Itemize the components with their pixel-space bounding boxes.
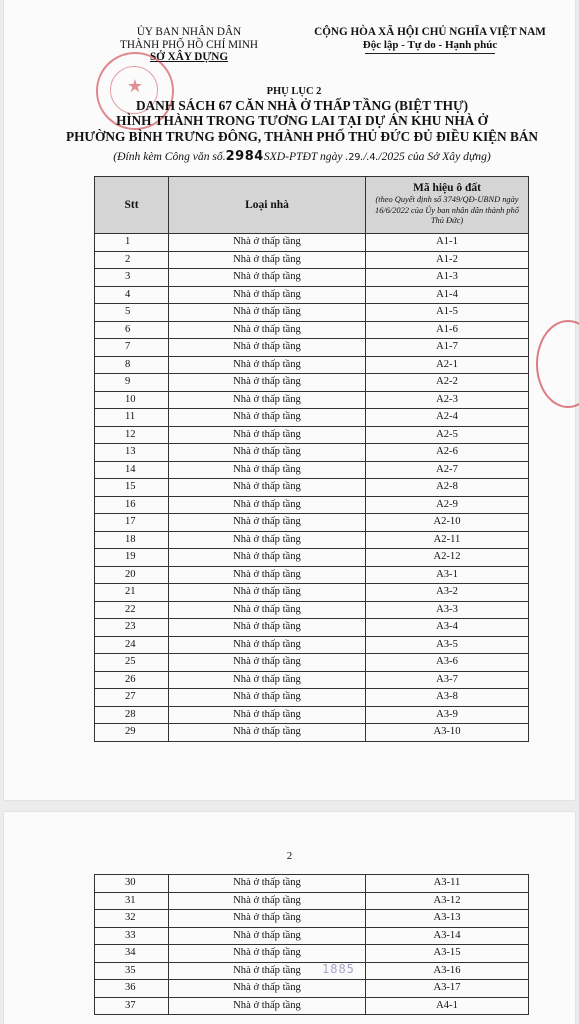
row-house-type: Nhà ở thấp tầng [169,584,366,602]
row-lot-code: A3-9 [366,706,529,724]
row-stt: 15 [95,479,169,497]
row-house-type: Nhà ở thấp tầng [169,962,366,980]
table-row [95,875,529,893]
row-house-type: Nhà ở thấp tầng [169,875,366,893]
row-house-type: Nhà ở thấp tầng [169,514,366,532]
row-stt: 24 [95,636,169,654]
row-lot-code: A1-6 [366,321,529,339]
row-stt: 16 [95,496,169,514]
row-stt: 23 [95,619,169,637]
row-lot-code: A3-10 [366,724,529,742]
table-row [95,671,529,689]
ref-prefix: (Đính kèm Công văn số. [113,150,226,163]
row-stt: 34 [95,945,169,963]
row-house-type: Nhà ở thấp tầng [169,619,366,637]
table-row [95,892,529,910]
row-stt: 8 [95,356,169,374]
row-lot-code: A3-14 [366,927,529,945]
row-stt: 27 [95,689,169,707]
national-header [292,26,568,54]
row-house-type: Nhà ở thấp tầng [169,374,366,392]
row-stt: 1 [95,234,169,252]
row-house-type: Nhà ở thấp tầng [169,671,366,689]
row-stt: 35 [95,962,169,980]
row-lot-code: A3-15 [366,945,529,963]
row-lot-code: A2-7 [366,461,529,479]
ref-day: 29 [348,152,361,163]
table-row [95,374,529,392]
ref-suffix: ./2025 của Sở Xây dựng) [375,150,491,163]
row-house-type: Nhà ở thấp tầng [169,286,366,304]
table-row [95,409,529,427]
row-house-type: Nhà ở thấp tầng [169,706,366,724]
document-title [62,98,542,144]
row-lot-code: A2-10 [366,514,529,532]
row-stt: 36 [95,980,169,998]
table-row [95,356,529,374]
table-row [95,304,529,322]
row-stt: 37 [95,997,169,1015]
table-row [95,531,529,549]
row-lot-code: A3-12 [366,892,529,910]
table-row [95,269,529,287]
row-lot-code: A2-9 [366,496,529,514]
row-stt: 12 [95,426,169,444]
table-row [95,496,529,514]
annex-label: PHỤ LỤC 2 [266,86,322,97]
agency-line-1: ỦY BAN NHÂN DÂN [136,26,242,38]
country-name: CỘNG HÒA XÃ HỘI CHỦ NGHĨA VIỆT NAM [314,26,546,38]
row-house-type: Nhà ở thấp tầng [169,496,366,514]
row-stt: 31 [95,892,169,910]
row-house-type: Nhà ở thấp tầng [169,910,366,928]
side-seal-stamp [536,320,579,408]
national-motto: Độc lập - Tự do - Hạnh phúc [362,39,498,51]
row-lot-code: A3-1 [366,566,529,584]
table-row [95,426,529,444]
row-house-type: Nhà ở thấp tầng [169,234,366,252]
row-stt: 19 [95,549,169,567]
table-row [95,566,529,584]
page-number: 2 [286,850,293,862]
row-stt: 9 [95,374,169,392]
row-house-type: Nhà ở thấp tầng [169,426,366,444]
ref-sep: ./. [360,150,370,163]
row-lot-code: A3-16 [366,962,529,980]
row-house-type: Nhà ở thấp tầng [169,479,366,497]
row-lot-code: A2-11 [366,531,529,549]
table-header-row [95,177,529,234]
row-lot-code: A2-8 [366,479,529,497]
table-row [95,601,529,619]
table-row [95,584,529,602]
row-lot-code: A1-3 [366,269,529,287]
col-stt-header: Stt [95,177,169,234]
row-house-type: Nhà ở thấp tầng [169,927,366,945]
row-house-type: Nhà ở thấp tầng [169,724,366,742]
row-lot-code: A3-3 [366,601,529,619]
table-row [95,724,529,742]
row-stt: 22 [95,601,169,619]
row-lot-code: A3-4 [366,619,529,637]
row-house-type: Nhà ở thấp tầng [169,636,366,654]
row-lot-code: A1-1 [366,234,529,252]
row-stt: 2 [95,251,169,269]
row-lot-code: A2-5 [366,426,529,444]
row-stt: 21 [95,584,169,602]
title-line-3: PHƯỜNG BÌNH TRƯNG ĐÔNG, THÀNH PHỐ THỦ ĐỨC ĐỦ ĐIỀU KIỆN BÁN [65,128,539,144]
table-row [95,962,529,980]
row-lot-code: A1-5 [366,304,529,322]
row-lot-code: A3-8 [366,689,529,707]
table-row [95,636,529,654]
row-lot-code: A3-13 [366,910,529,928]
row-lot-code: A2-12 [366,549,529,567]
col-type-header: Loại nhà [169,177,366,234]
document-page-1 [4,0,575,800]
row-stt: 26 [95,671,169,689]
table-row [95,286,529,304]
row-stt: 30 [95,875,169,893]
ref-number: 2984 [225,149,264,164]
row-house-type: Nhà ở thấp tầng [169,304,366,322]
row-house-type: Nhà ở thấp tầng [169,892,366,910]
row-lot-code: A1-2 [366,251,529,269]
row-house-type: Nhà ở thấp tầng [169,549,366,567]
row-stt: 14 [95,461,169,479]
house-list-table-continued [94,874,529,1015]
row-lot-code: A3-7 [366,671,529,689]
row-lot-code: A1-7 [366,339,529,357]
row-stt: 6 [95,321,169,339]
row-house-type: Nhà ở thấp tầng [169,980,366,998]
row-stt: 28 [95,706,169,724]
row-stt: 20 [95,566,169,584]
table-row [95,654,529,672]
table-row [95,444,529,462]
table-row [95,479,529,497]
table-row [95,321,529,339]
title-line-2: HÌNH THÀNH TRONG TƯƠNG LAI TẠI DỰ ÁN KHU NHÀ Ở [116,113,488,129]
table-row [95,910,529,928]
col-code-note: (theo Quyết định số 3749/QĐ-UBND ngày 16/6/2022 của Ủy ban nhân dân thành phố Thủ Đức) [375,195,519,226]
table-row [95,514,529,532]
row-house-type: Nhà ở thấp tầng [169,251,366,269]
row-stt: 7 [95,339,169,357]
row-stt: 29 [95,724,169,742]
row-lot-code: A2-3 [366,391,529,409]
row-lot-code: A3-11 [366,875,529,893]
row-house-type: Nhà ở thấp tầng [169,461,366,479]
row-stt: 33 [95,927,169,945]
row-house-type: Nhà ở thấp tầng [169,654,366,672]
row-house-type: Nhà ở thấp tầng [169,566,366,584]
document-page-2 [4,812,575,1024]
col-code-title: Mã hiệu ô đất [412,182,482,195]
row-lot-code: A2-6 [366,444,529,462]
table-row [95,461,529,479]
row-house-type: Nhà ở thấp tầng [169,269,366,287]
row-house-type: Nhà ở thấp tầng [169,997,366,1015]
table-body-page-1 [95,234,529,742]
row-lot-code: A3-2 [366,584,529,602]
table-row [95,980,529,998]
table-body-page-2 [95,875,529,1015]
row-stt: 4 [95,286,169,304]
table-row [95,549,529,567]
col-code-header [366,177,529,234]
faint-stamp-mark: 1885 [322,962,355,976]
row-stt: 5 [95,304,169,322]
table-row [95,706,529,724]
row-lot-code: A3-17 [366,980,529,998]
table-row [95,689,529,707]
row-lot-code: A3-5 [366,636,529,654]
row-stt: 3 [95,269,169,287]
table-row [95,234,529,252]
row-house-type: Nhà ở thấp tầng [169,444,366,462]
table-row [95,997,529,1015]
table-row [95,619,529,637]
row-house-type: Nhà ở thấp tầng [169,409,366,427]
row-stt: 18 [95,531,169,549]
row-house-type: Nhà ở thấp tầng [169,601,366,619]
row-house-type: Nhà ở thấp tầng [169,391,366,409]
row-house-type: Nhà ở thấp tầng [169,356,366,374]
row-house-type: Nhà ở thấp tầng [169,339,366,357]
table-row [95,339,529,357]
row-house-type: Nhà ở thấp tầng [169,531,366,549]
row-stt: 13 [95,444,169,462]
motto-underline [365,53,495,54]
row-lot-code: A2-2 [366,374,529,392]
row-lot-code: A1-4 [366,286,529,304]
row-house-type: Nhà ở thấp tầng [169,945,366,963]
attachment-reference [64,149,540,164]
issuing-agency [74,26,304,64]
row-lot-code: A3-6 [366,654,529,672]
house-list-table [94,176,529,742]
row-lot-code: A2-1 [366,356,529,374]
table-row [95,391,529,409]
row-stt: 10 [95,391,169,409]
agency-line-2: THÀNH PHỐ HỒ CHÍ MINH [120,38,258,51]
row-stt: 17 [95,514,169,532]
row-stt: 32 [95,910,169,928]
table-row [95,945,529,963]
title-line-1: DANH SÁCH 67 CĂN NHÀ Ở THẤP TẦNG (BIỆT THỰ) [135,98,469,113]
row-house-type: Nhà ở thấp tầng [169,321,366,339]
ref-month: 4 [369,152,376,163]
ref-middle: SXD-PTĐT ngày . [263,150,349,163]
row-stt: 11 [95,409,169,427]
table-row [95,927,529,945]
row-lot-code: A4-1 [366,997,529,1015]
red-seal-stamp: ★ [96,52,174,130]
row-house-type: Nhà ở thấp tầng [169,689,366,707]
row-stt: 25 [95,654,169,672]
row-lot-code: A2-4 [366,409,529,427]
agency-line-3: SỞ XÂY DỰNG [149,51,229,63]
table-row [95,251,529,269]
